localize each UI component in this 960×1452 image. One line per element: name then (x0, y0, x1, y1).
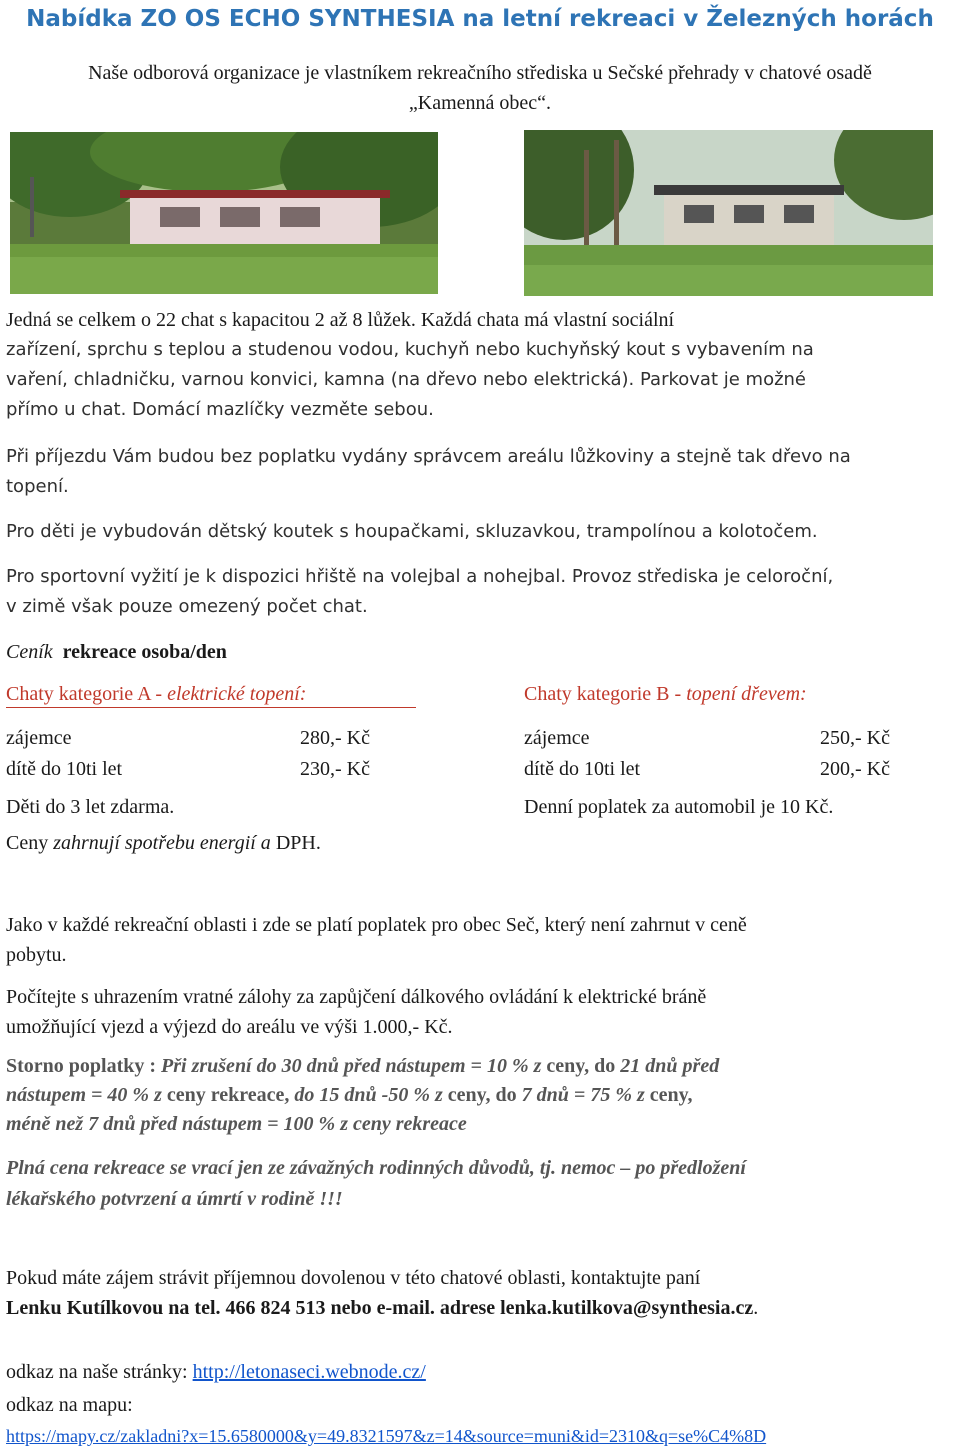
contact-line-1: Pokud máte zájem strávit příjemnou dovolenou v této chatové oblasti, kontaktujte paní (6, 1267, 701, 1289)
description-paragraph-3 (6, 517, 956, 547)
category-a-heading (6, 683, 416, 708)
full-refund-note (6, 1153, 956, 1215)
includes-b: zahrnují spotřebu energií a (53, 832, 271, 854)
desc-line-1: Jedná se celkem o 22 chat s kapacitou 2 až 8 lůžek. Každá chata má vlastní sociální (6, 309, 675, 331)
storno-l2d: ceny, do (442, 1084, 522, 1106)
deposit-line-2: umožňující vjezd a výjezd do areálu ve výši 1.000,- Kč. (6, 1016, 453, 1038)
storno-line-1 (6, 1052, 956, 1081)
storno-l1c: 21 dnů před (620, 1055, 720, 1077)
map-link[interactable]: https://mapy.cz/zakladni?x=15.6580000&y=49.8321597&z=14&source=muni&id=2310&q=se%C4%8D (6, 1426, 767, 1446)
photo-chata-1 (10, 132, 438, 294)
cat-b-row-child: dítě do 10ti let (524, 758, 641, 780)
storno-l2f: ceny, (644, 1084, 693, 1106)
storno-l2b: ceny rekreace, (161, 1084, 295, 1106)
storno-l1a: Při zrušení do 30 dnů před nástupem = 10 % z (161, 1055, 542, 1077)
cat-b-row-adult-price: 250,- Kč (820, 727, 890, 749)
desc-p3: Pro děti je vybudován dětský koutek s houpačkami, skluzavkou, trampolínou a kolotočem. (6, 521, 818, 542)
fee-line-2: pobytu. (6, 944, 67, 966)
description-paragraph-2 (6, 442, 956, 502)
storno-l1b: ceny, do (541, 1055, 621, 1077)
desc-p2-line-2: topení. (6, 476, 69, 497)
intro-text (0, 58, 960, 118)
desc-line-2: zařízení, sprchu s teplou a studenou vodou, kuchyň nebo kuchyňský kout s vybavením na (6, 339, 814, 360)
contact-line-2-end: . (753, 1297, 759, 1319)
cat-a-row-child-price: 230,- Kč (300, 758, 370, 780)
map-link-line (6, 1422, 766, 1450)
cat-a-row-adult-who: zájemce (6, 727, 72, 749)
storno-l2a: nástupem = 40 % z (6, 1084, 162, 1106)
cat-a-row-adult (6, 727, 72, 750)
desc-line-4: přímo u chat. Domácí mazlíčky vezměte sebou. (6, 399, 434, 420)
storno-l2c: do 15 dnů -50 % z (294, 1084, 443, 1106)
storno-line-3: méně než 7 dnů před nástupem = 100 % z ceny rekreace (6, 1113, 467, 1135)
pricing-heading (6, 637, 227, 667)
storno-l2e: 7 dnů = 75 % z (521, 1084, 645, 1106)
category-a-label: Chaty kategorie A - (6, 683, 168, 705)
desc-p4-line-2: v zimě však pouze omezený počet chat. (6, 596, 368, 617)
children-free-note: Děti do 3 let zdarma. (6, 796, 175, 818)
category-a-heating: elektrické topení: (167, 683, 307, 705)
description-paragraph-1-cont (6, 335, 956, 425)
car-fee-note: Denní poplatek za automobil je 10 Kč. (524, 796, 834, 818)
contact-line-2: Lenku Kutílkovou na tel. 466 824 513 nebo e-mail. adrese lenka.kutilkova@synthesia.cz (6, 1297, 754, 1319)
pricing-heading-italic: Ceník (6, 641, 53, 663)
desc-line-3: vaření, chladničku, varnou konvici, kamna (na dřevo nebo elektrická). Parkovat je možné (6, 369, 807, 390)
map-link-label: odkaz na mapu: (6, 1394, 133, 1416)
description-paragraph-4 (6, 562, 956, 622)
intro-line-2: „Kamenná obec“. (408, 92, 552, 114)
deposit-paragraph (6, 982, 956, 1042)
desc-p4-line-1: Pro sportovní vyžití je k dispozici hřiště na volejbal a nohejbal. Provoz střediska je celoroční, (6, 566, 834, 587)
pricing-heading-bold: rekreace osoba/den (62, 641, 227, 663)
cat-a-row-adult-price: 280,- Kč (300, 727, 370, 749)
cat-a-row-child: dítě do 10ti let (6, 758, 123, 780)
contact-paragraph (6, 1263, 956, 1323)
deposit-line-1: Počítejte s uhrazením vratné zálohy za zapůjčení dálkového ovládání k elektrické bráně (6, 986, 707, 1008)
includes-a: Ceny (6, 832, 54, 854)
web-link-label: odkaz na naše stránky: (6, 1361, 193, 1383)
storno-label: Storno poplatky : (6, 1055, 162, 1077)
intro-line-1: Naše odborová organizace je vlastníkem rekreačního střediska u Sečské přehrady v chatové osadě (88, 62, 872, 84)
category-b-label: Chaty kategorie B - (524, 683, 687, 705)
category-b-heating: topení dřevem: (686, 683, 807, 705)
page-title: Nabídka ZO OS ECHO SYNTHESIA na letní rekreaci v Železných horách (26, 6, 934, 32)
category-b-heading (524, 683, 807, 706)
desc-p2-line-1: Při příjezdu Vám budou bez poplatku vydány správcem areálu lůžkoviny a stejně tak dřevo na (6, 446, 851, 467)
price-includes-note (6, 832, 321, 855)
storno-fees (6, 1052, 956, 1139)
fee-line-1: Jako v každé rekreační oblasti i zde se platí poplatek pro obec Seč, který není zahrnut v ceně (6, 914, 747, 936)
photo-chata-2 (524, 130, 933, 296)
storno-line-2 (6, 1081, 956, 1110)
full-refund-line-1: Plná cena rekreace se vrací jen ze závažných rodinných důvodů, tj. nemoc – po předložení (6, 1157, 746, 1179)
full-refund-line-2: lékařského potvrzení a úmrtí v rodině !!! (6, 1188, 343, 1210)
municipal-fee-paragraph (6, 910, 956, 970)
description-paragraph-1 (6, 305, 956, 335)
web-link[interactable]: http://letonaseci.webnode.cz/ (192, 1361, 426, 1383)
includes-c: DPH. (270, 832, 321, 854)
cat-b-row-child-price: 200,- Kč (820, 758, 890, 780)
web-link-line (6, 1357, 426, 1387)
cat-b-row-adult: zájemce (524, 727, 590, 749)
